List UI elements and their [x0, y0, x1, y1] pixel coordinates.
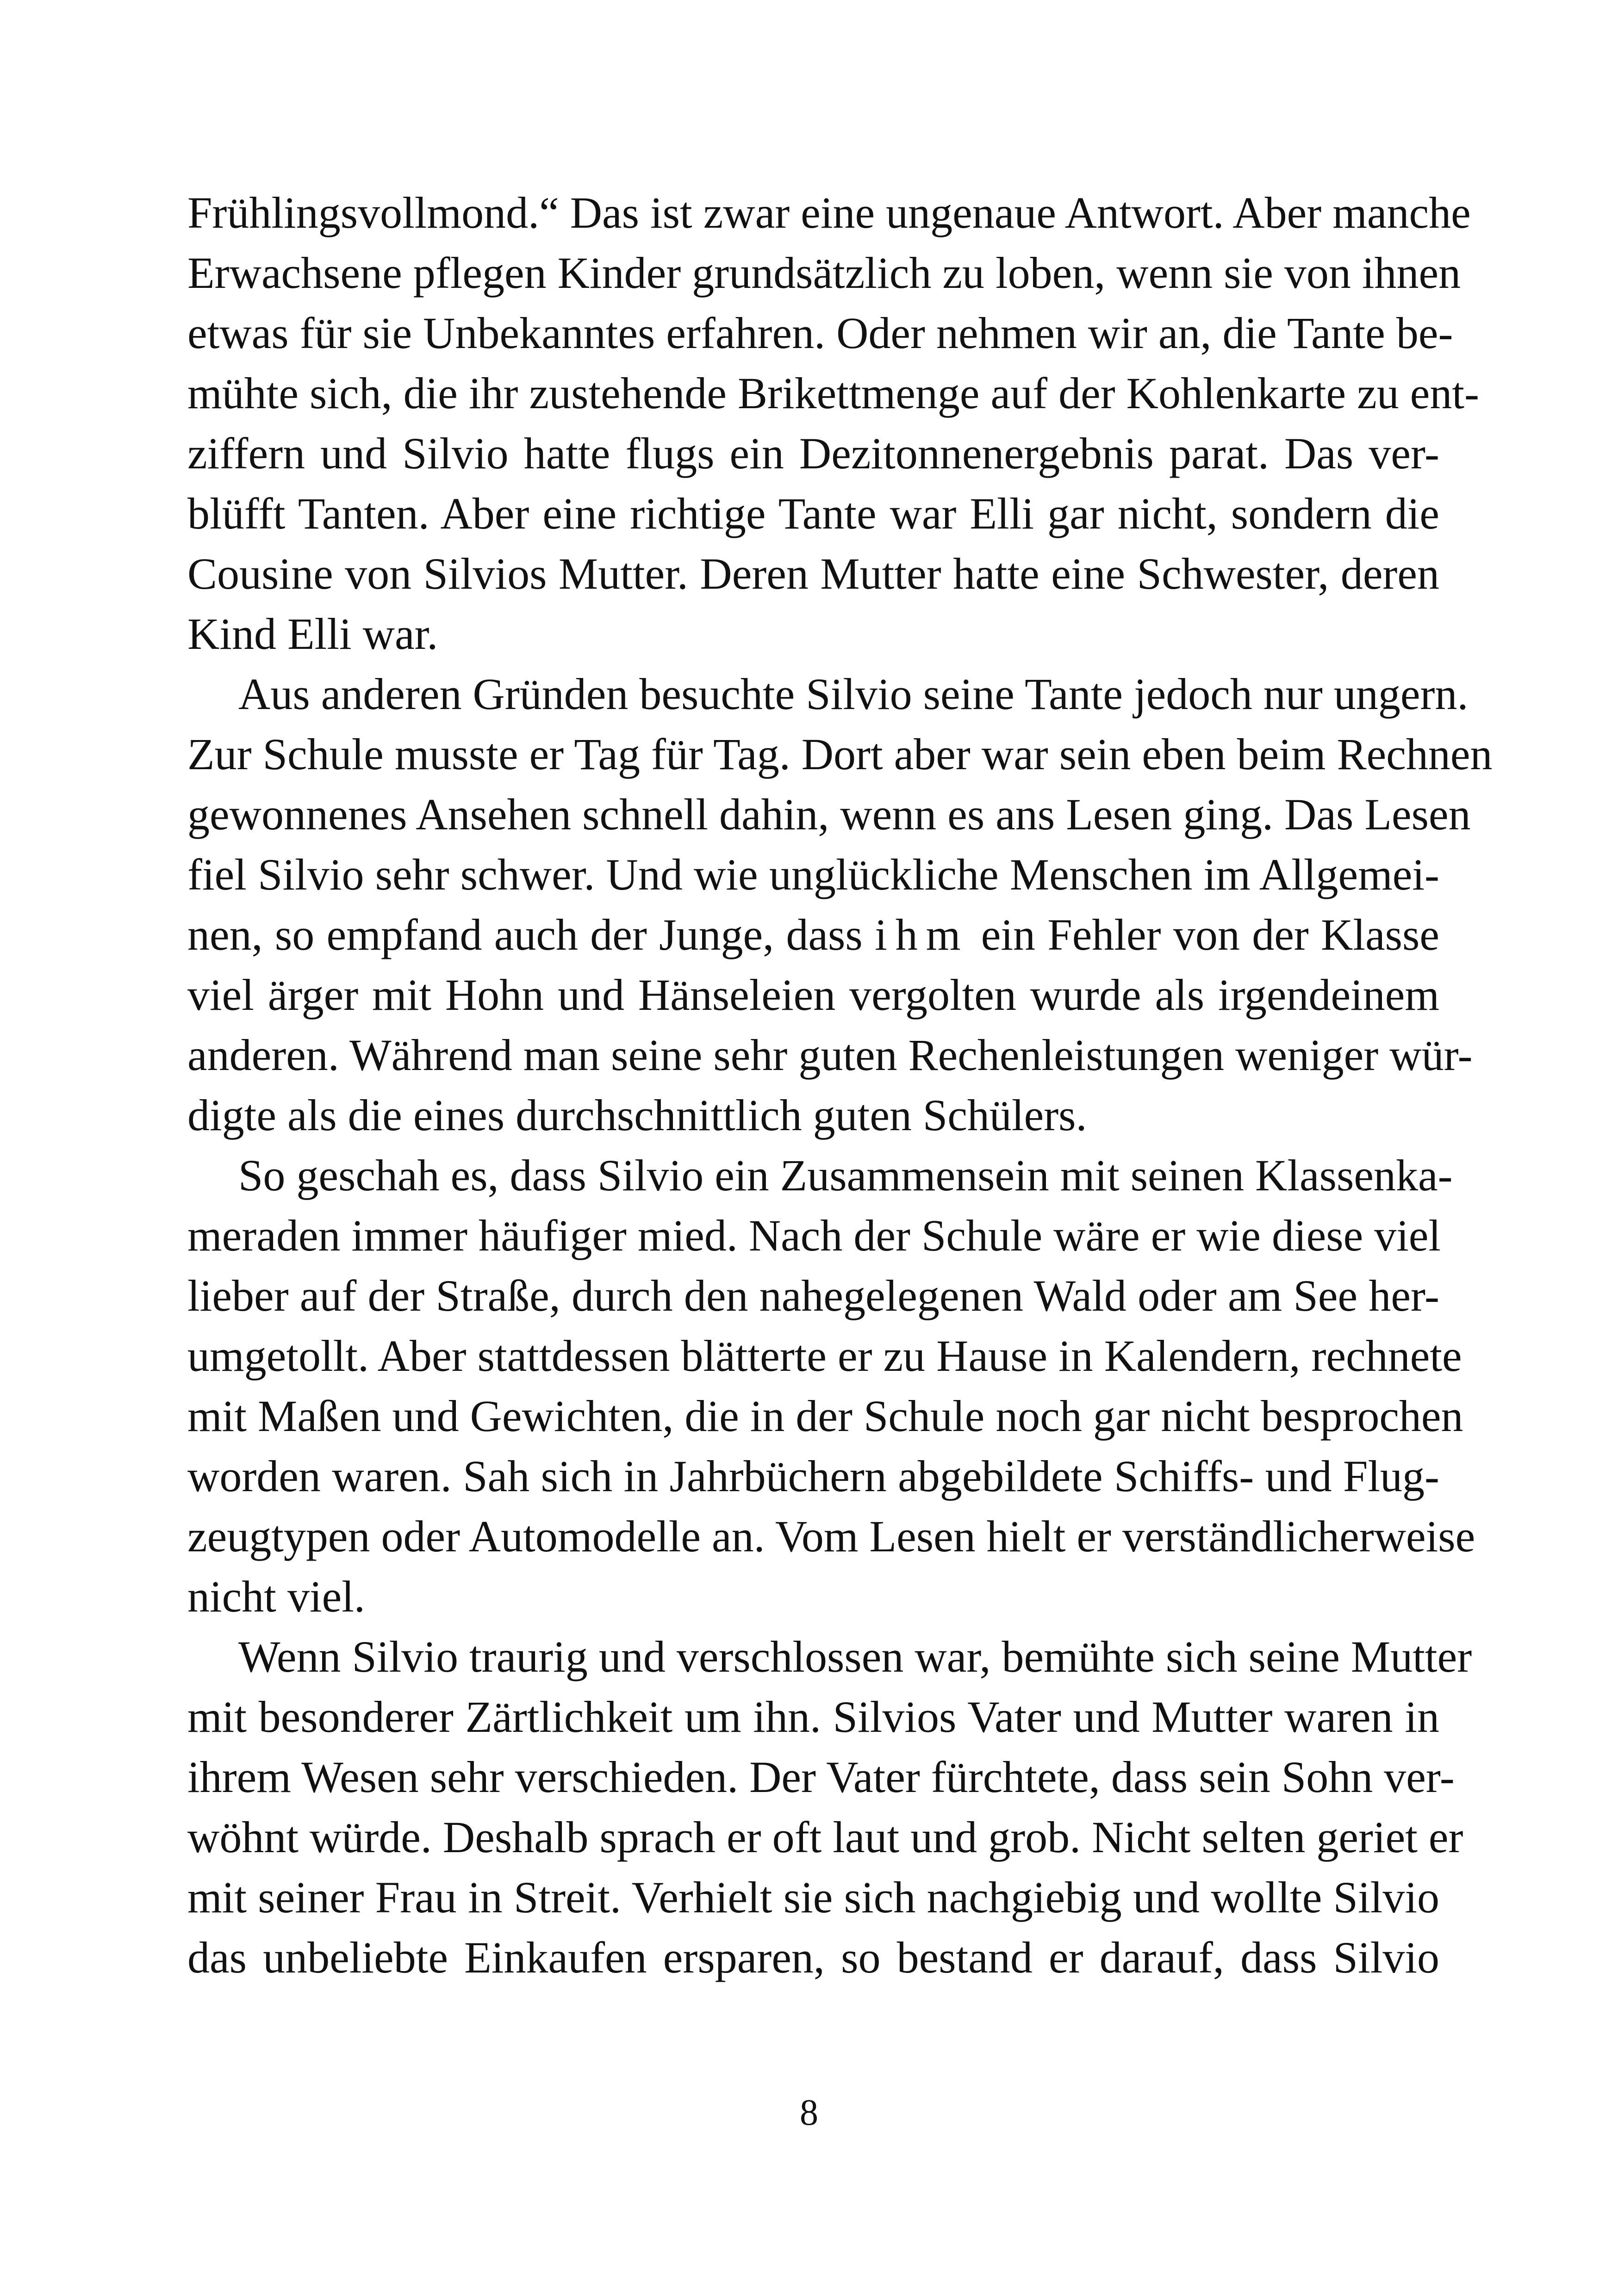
paragraph-2 [187, 664, 1493, 1145]
text-line: ziffern und Silvio hatte flugs ein Dezitonnenergebnis parat. Das ver- [187, 429, 1439, 478]
text-line: wöhnt würde. Deshalb sprach er oft laut und grob. Nicht selten geriet er [187, 1812, 1463, 1862]
text-line-with-emphasis [187, 905, 1439, 965]
text-line: lieber auf der Straße, durch den nahegelegenen Wald oder am See her- [187, 1271, 1439, 1320]
text-line: Frühlingsvollmond.“ Das ist zwar eine ungenaue Antwort. Aber manche [187, 188, 1471, 237]
paragraph-1 [187, 183, 1479, 664]
spaced-emphasis: ihm [875, 910, 969, 959]
text-line: fiel Silvio sehr schwer. Und wie unglückliche Menschen im Allgemei- [187, 850, 1439, 899]
text-line: meraden immer häufiger mied. Nach der Schule wäre er wie diese viel [187, 1211, 1441, 1260]
text-line: gewonnenes Ansehen schnell dahin, wenn es ans Lesen ging. Das Lesen [187, 790, 1471, 839]
text-line: anderen. Während man seine sehr guten Rechenleistungen weniger wür- [187, 1030, 1473, 1080]
text-line: So geschah es, dass Silvio ein Zusammensein mit seinen Klassenka- [238, 1151, 1453, 1200]
text-line: mühte sich, die ihr zustehende Brikettmenge auf der Kohlenkarte zu ent- [187, 368, 1479, 418]
text-line: Cousine von Silvios Mutter. Deren Mutter hatte eine Schwester, deren [187, 549, 1439, 598]
text-line: das unbeliebte Einkaufen ersparen, so bestand er darauf, dass Silvio [187, 1933, 1439, 1982]
text-line: Kind Elli war. [187, 609, 438, 659]
text-line: Erwachsene pflegen Kinder grundsätzlich zu loben, wenn sie von ihnen [187, 248, 1461, 298]
text-line: mit besonderer Zärtlichkeit um ihn. Silvios Vater und Mutter waren in [187, 1692, 1439, 1742]
text-line: Zur Schule musste er Tag für Tag. Dort aber war sein eben beim Rechnen [187, 729, 1493, 779]
text-line: viel ärger mit Hohn und Hänseleien vergolten wurde als irgendeinem [187, 970, 1439, 1020]
text-line: ihrem Wesen sehr verschieden. Der Vater fürchtete, dass sein Sohn ver- [187, 1752, 1455, 1802]
text-segment: nen, so empfand auch der Junge, dass [187, 910, 863, 959]
paragraph-4 [187, 1627, 1472, 1988]
text-line: blüfft Tanten. Aber eine richtige Tante war Elli gar nicht, sondern die [187, 489, 1439, 538]
text-line: worden waren. Sah sich in Jahrbüchern abgebildete Schiffs- und Flug- [187, 1451, 1439, 1501]
text-line: Wenn Silvio traurig und verschlossen war, bemühte sich seine Mutter [238, 1632, 1472, 1681]
text-line: umgetollt. Aber stattdessen blätterte er zu Hause in Kalendern, rechnete [187, 1331, 1462, 1381]
page-number: 8 [800, 2092, 818, 2133]
text-segment: ein Fehler von der Klasse [981, 910, 1440, 959]
text-line: mit seiner Frau in Streit. Verhielt sie sich nachgiebig und wollte Silvio [187, 1873, 1439, 1922]
document-page [187, 183, 1493, 1988]
text-line: etwas für sie Unbekanntes erfahren. Oder nehmen wir an, die Tante be- [187, 308, 1453, 358]
text-line: mit Maßen und Gewichten, die in der Schule noch gar nicht besprochen [187, 1391, 1463, 1441]
text-line: nicht viel. [187, 1572, 365, 1621]
text-line: digte als die eines durchschnittlich guten Schülers. [187, 1090, 1087, 1140]
paragraph-3 [187, 1145, 1475, 1627]
text-line: Aus anderen Gründen besuchte Silvio seine Tante jedoch nur ungern. [238, 669, 1469, 719]
text-line: zeugtypen oder Automodelle an. Vom Lesen hielt er verständlicherweise [187, 1512, 1475, 1561]
